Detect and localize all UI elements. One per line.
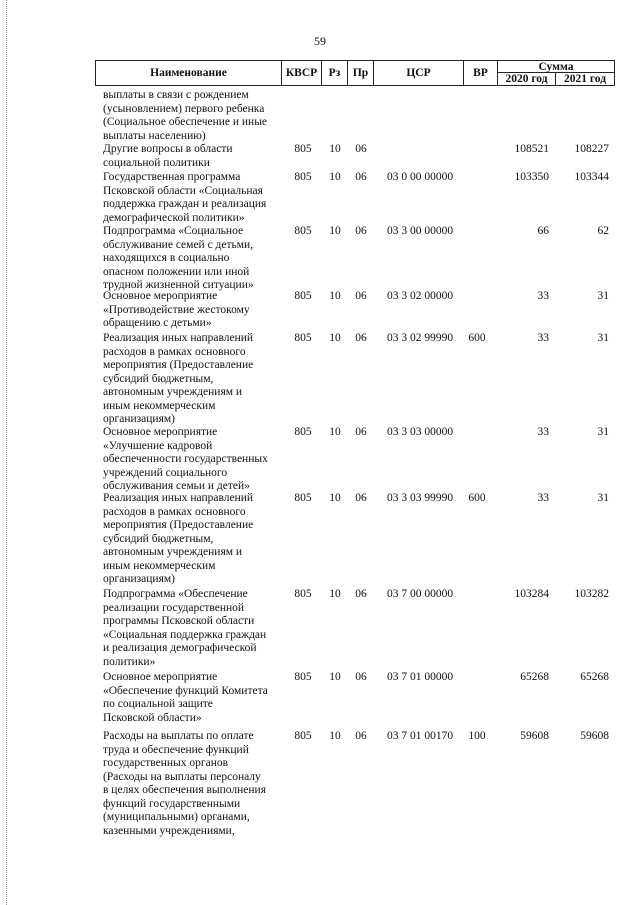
row-csr: 03 0 00 00000 <box>386 171 454 183</box>
row-name-line: казенными учреждениями, <box>103 824 235 837</box>
header-csr: ЦСР <box>374 61 464 85</box>
row-vr: 600 <box>468 492 486 504</box>
header-2021: 2021 год <box>563 73 607 85</box>
row-pr: 06 <box>355 588 367 600</box>
row-pr: 06 <box>355 730 367 742</box>
row-rz: 10 <box>329 332 341 344</box>
row-pr: 06 <box>355 171 367 183</box>
row-name-line: расходов в рамках основного <box>103 345 246 358</box>
row-kvsr: 805 <box>294 332 312 344</box>
row-vr: 600 <box>468 332 486 344</box>
row-name-line: обращению с детьми» <box>103 317 212 329</box>
row-kvsr: 805 <box>294 426 312 438</box>
row-pr: 06 <box>355 492 367 504</box>
row-name <box>103 143 283 170</box>
row-s2021: 103344 <box>574 171 609 183</box>
row-name-line: реализации государственной <box>103 601 245 614</box>
row-rz: 10 <box>329 671 341 683</box>
row-name-line: государственных органов <box>103 757 229 769</box>
row-name-line: субсидий бюджетным, <box>103 372 214 385</box>
row-name-line: субсидий бюджетным, <box>103 532 214 545</box>
row-name-line: «Социальная поддержка граждан <box>103 628 267 641</box>
header-2020: 2020 год <box>498 73 556 85</box>
row-kvsr: 805 <box>294 730 312 742</box>
row-name-line: организациям) <box>103 413 175 425</box>
row-name-line: Основное мероприятие <box>103 426 218 438</box>
row-name-line: Подпрограмма «Обеспечение <box>103 588 248 600</box>
row-rz: 10 <box>329 290 341 302</box>
row-csr: 03 3 02 99990 <box>386 332 454 344</box>
row-name-line: (муниципальными) органами, <box>103 811 250 823</box>
header-sum: Сумма <box>498 61 614 73</box>
row-name <box>103 730 283 838</box>
row-name-line: труда и обеспечение функций <box>103 743 249 756</box>
row-name-line: иным некоммерческим <box>103 399 216 412</box>
header-pr: Пр <box>348 61 374 85</box>
row-pr: 06 <box>355 143 367 155</box>
row-name-line: политики» <box>103 655 156 668</box>
row-s2020: 33 <box>537 492 549 504</box>
row-kvsr: 805 <box>294 143 312 155</box>
row-csr: 03 7 01 00000 <box>386 671 454 683</box>
row-rz: 10 <box>329 492 341 504</box>
header-vr: ВР <box>464 61 498 85</box>
row-s2020: 108521 <box>514 143 549 155</box>
row-name-line: опасном положении или иной <box>103 265 250 278</box>
row-kvsr: 805 <box>294 492 312 504</box>
row-name-line: по социальной защите <box>103 698 213 710</box>
row-vr: 100 <box>468 730 486 742</box>
row-name-line: социальной политики <box>103 156 210 169</box>
row-name-line: в целях обеспечения выполнения <box>103 784 266 796</box>
row-name-line: обслуживание семей с детьми, <box>103 238 254 251</box>
row-name-line: организациям) <box>103 573 175 585</box>
row-name <box>103 588 283 669</box>
header-rz: Рз <box>322 61 348 85</box>
row-s2021: 31 <box>597 492 609 504</box>
row-name-line: Основное мероприятие <box>103 671 218 683</box>
row-name-line: Основное мероприятие <box>103 290 218 302</box>
row-name <box>103 426 283 494</box>
row-name <box>103 89 283 143</box>
row-s2021: 108227 <box>574 143 609 155</box>
row-name-line: трудной жизненной ситуации» <box>103 279 254 291</box>
row-name-line: Расходы на выплаты по оплате <box>103 730 254 742</box>
page-left-edge <box>6 0 8 905</box>
header-name: Наименование <box>96 61 282 85</box>
row-name-line: (усыновлением) первого ребенка <box>103 102 265 115</box>
row-s2021: 31 <box>597 290 609 302</box>
row-s2021: 103282 <box>574 588 609 600</box>
row-name-line: (Социальное обеспечение и иные <box>103 116 268 128</box>
row-s2020: 65268 <box>520 671 549 683</box>
row-name <box>103 290 283 331</box>
row-name-line: «Противодействие жестокому <box>103 303 250 316</box>
row-s2021: 31 <box>597 332 609 344</box>
row-name-line: (Расходы на выплаты персоналу <box>103 770 261 783</box>
row-name-line: Подпрограмма «Социальное <box>103 225 244 237</box>
row-name-line: Псковской области» <box>103 711 202 724</box>
row-csr: 03 3 03 00000 <box>386 426 454 438</box>
row-s2021: 65268 <box>580 671 609 683</box>
row-kvsr: 805 <box>294 588 312 600</box>
row-name <box>103 492 283 587</box>
row-name-line: обслуживания семьи и детей» <box>103 480 250 492</box>
row-pr: 06 <box>355 426 367 438</box>
row-name-line: расходов в рамках основного <box>103 505 246 518</box>
row-name <box>103 225 283 293</box>
row-s2020: 103284 <box>514 588 549 600</box>
row-csr: 03 3 03 99990 <box>386 492 454 504</box>
row-s2020: 33 <box>537 332 549 344</box>
row-rz: 10 <box>329 426 341 438</box>
row-name-line: Государственная программа <box>103 171 241 183</box>
row-s2020: 33 <box>537 426 549 438</box>
row-name-line: мероприятия (Предоставление <box>103 359 254 371</box>
row-rz: 10 <box>329 171 341 183</box>
row-name <box>103 332 283 427</box>
row-pr: 06 <box>355 332 367 344</box>
row-name-line: поддержка граждан и реализация <box>103 198 267 210</box>
row-s2021: 62 <box>597 225 609 237</box>
row-name-line: демографической политики» <box>103 211 245 224</box>
row-rz: 10 <box>329 730 341 742</box>
row-name-line: Псковской области «Социальная <box>103 184 263 197</box>
row-rz: 10 <box>329 588 341 600</box>
row-csr: 03 7 00 00000 <box>386 588 454 600</box>
row-csr: 03 7 01 00170 <box>386 730 454 742</box>
row-s2021: 31 <box>597 426 609 438</box>
row-rz: 10 <box>329 225 341 237</box>
row-name-line: программы Псковской области <box>103 615 255 627</box>
row-csr: 03 3 00 00000 <box>386 225 454 237</box>
row-name-line: выплаты населению) <box>103 129 206 142</box>
header-kvsr: КВСР <box>282 61 322 85</box>
row-pr: 06 <box>355 290 367 302</box>
row-s2020: 103350 <box>514 171 549 183</box>
row-kvsr: 805 <box>294 171 312 183</box>
table-header <box>95 60 615 86</box>
row-name-line: Другие вопросы в области <box>103 143 233 155</box>
row-s2020: 66 <box>537 225 549 237</box>
row-name-line: функций государственными <box>103 797 241 810</box>
row-name <box>103 671 283 725</box>
row-pr: 06 <box>355 671 367 683</box>
row-name-line: иным некоммерческим <box>103 559 216 572</box>
row-name-line: и реализация демографической <box>103 642 257 654</box>
row-name-line: «Улучшение кадровой <box>103 439 213 452</box>
row-kvsr: 805 <box>294 290 312 302</box>
row-s2021: 59608 <box>580 730 609 742</box>
row-rz: 10 <box>329 143 341 155</box>
row-name-line: автономным учреждениям и <box>103 546 243 558</box>
page-number: 59 <box>314 34 326 48</box>
row-name-line: обеспеченности государственных <box>103 453 268 465</box>
row-s2020: 59608 <box>520 730 549 742</box>
header-sum-group <box>498 61 614 85</box>
row-s2020: 33 <box>537 290 549 302</box>
row-name-line: выплаты в связи с рождением <box>103 89 249 101</box>
row-name <box>103 171 283 225</box>
row-csr: 03 3 02 00000 <box>386 290 454 302</box>
row-name-line: находящихся в социально <box>103 252 230 264</box>
row-name-line: учреждений социального <box>103 466 228 479</box>
row-name-line: автономным учреждениям и <box>103 386 243 398</box>
row-name-line: мероприятия (Предоставление <box>103 519 254 531</box>
row-name-line: «Обеспечение функций Комитета <box>103 684 268 697</box>
row-name-line: Реализация иных направлений <box>103 332 254 344</box>
row-kvsr: 805 <box>294 671 312 683</box>
row-kvsr: 805 <box>294 225 312 237</box>
row-name-line: Реализация иных направлений <box>103 492 254 504</box>
row-pr: 06 <box>355 225 367 237</box>
